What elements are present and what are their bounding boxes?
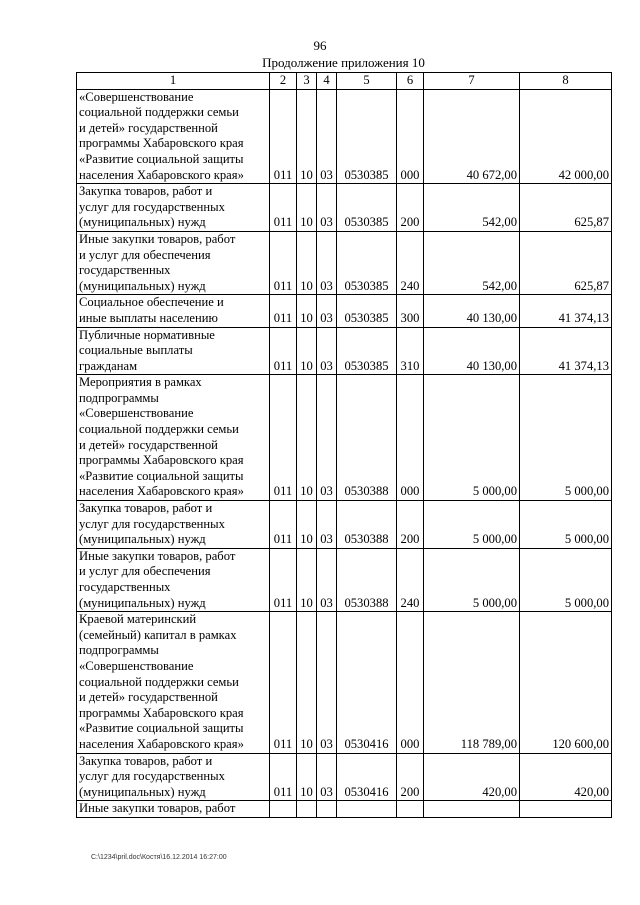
- budget-table: [76, 72, 612, 818]
- header-cell: 8: [520, 73, 612, 90]
- table-row: [77, 375, 612, 501]
- cell-ministry: 011: [270, 501, 297, 549]
- cell-subsection: 03: [317, 501, 337, 549]
- cell-section: 10: [297, 501, 317, 549]
- cell-ministry: 011: [270, 89, 297, 184]
- row-name: Иные закупки товаров, работ: [77, 801, 270, 818]
- cell-subsection: [317, 801, 337, 818]
- row-name: Мероприятия в рамках подпрограммы «Совершенствование социальной поддержки семьи и детей» государственной программы Хабаровского края «Развитие социальной защиты населения Хабаровского края»: [77, 375, 270, 501]
- cell-ministry: 011: [270, 295, 297, 327]
- cell-target: 0530416: [337, 612, 397, 753]
- header-cell: 4: [317, 73, 337, 90]
- cell-expense-type: 240: [397, 231, 424, 294]
- row-name: «Совершенствование социальной поддержки семьи и детей» государственной программы Хабаровского края «Развитие социальной защиты населения Хабаровского края»: [77, 89, 270, 184]
- cell-amount-1: 420,00: [424, 753, 520, 801]
- table-row: [77, 89, 612, 184]
- cell-section: 10: [297, 295, 317, 327]
- header-cell: 1: [77, 73, 270, 90]
- header-row: [77, 73, 612, 90]
- cell-amount-1: 118 789,00: [424, 612, 520, 753]
- cell-subsection: 03: [317, 612, 337, 753]
- cell-target: 0530385: [337, 231, 397, 294]
- cell-subsection: 03: [317, 327, 337, 375]
- cell-target: 0530385: [337, 89, 397, 184]
- continuation-title: Продолжение приложения 10: [262, 55, 425, 70]
- cell-subsection: 03: [317, 184, 337, 232]
- cell-section: 10: [297, 375, 317, 501]
- cell-amount-1: 40 130,00: [424, 327, 520, 375]
- cell-ministry: 011: [270, 548, 297, 611]
- cell-section: 10: [297, 327, 317, 375]
- cell-amount-2: 5 000,00: [520, 548, 612, 611]
- cell-expense-type: 000: [397, 89, 424, 184]
- cell-amount-1: 40 672,00: [424, 89, 520, 184]
- cell-amount-2: 120 600,00: [520, 612, 612, 753]
- cell-section: 10: [297, 548, 317, 611]
- cell-ministry: 011: [270, 327, 297, 375]
- header-cell: 5: [337, 73, 397, 90]
- cell-amount-1: [424, 801, 520, 818]
- cell-section: 10: [297, 89, 317, 184]
- cell-target: 0530385: [337, 327, 397, 375]
- table-row: [77, 801, 612, 818]
- cell-amount-2: 5 000,00: [520, 501, 612, 549]
- cell-expense-type: 310: [397, 327, 424, 375]
- cell-amount-2: 625,87: [520, 231, 612, 294]
- cell-expense-type: 200: [397, 501, 424, 549]
- header-cell: 7: [424, 73, 520, 90]
- table-row: [77, 184, 612, 232]
- table-row: [77, 295, 612, 327]
- cell-ministry: [270, 801, 297, 818]
- cell-amount-1: 5 000,00: [424, 548, 520, 611]
- cell-amount-1: 542,00: [424, 231, 520, 294]
- cell-expense-type: 000: [397, 612, 424, 753]
- cell-ministry: 011: [270, 753, 297, 801]
- cell-amount-1: 5 000,00: [424, 501, 520, 549]
- cell-amount-2: 625,87: [520, 184, 612, 232]
- table-row: [77, 501, 612, 549]
- row-name: Краевой материнский (семейный) капитал в рамках подпрограммы «Совершенствование социальной поддержки семьи и детей» государственной программы Хабаровского края «Развитие социальной защиты населения Хабаровского края»: [77, 612, 270, 753]
- row-name: Иные закупки товаров, работ и услуг для обеспечения государственных (муниципальных) нужд: [77, 548, 270, 611]
- cell-expense-type: 200: [397, 184, 424, 232]
- table-row: [77, 612, 612, 753]
- cell-expense-type: 200: [397, 753, 424, 801]
- cell-amount-2: 41 374,13: [520, 295, 612, 327]
- cell-amount-1: 40 130,00: [424, 295, 520, 327]
- row-name: Публичные нормативные социальные выплаты гражданам: [77, 327, 270, 375]
- header-cell: 3: [297, 73, 317, 90]
- cell-target: 0530385: [337, 295, 397, 327]
- cell-amount-2: 420,00: [520, 753, 612, 801]
- cell-expense-type: 300: [397, 295, 424, 327]
- cell-section: [297, 801, 317, 818]
- cell-amount-1: 5 000,00: [424, 375, 520, 501]
- cell-ministry: 011: [270, 231, 297, 294]
- table-row: [77, 327, 612, 375]
- table-row: [77, 231, 612, 294]
- cell-amount-2: 42 000,00: [520, 89, 612, 184]
- page-number: 96: [313, 38, 327, 53]
- row-name: Закупка товаров, работ и услуг для государственных (муниципальных) нужд: [77, 501, 270, 549]
- file-path-footer: C:\1234\pril.doc\Костя\16.12.2014 16:27:00: [91, 854, 227, 861]
- cell-ministry: 011: [270, 184, 297, 232]
- cell-amount-1: 542,00: [424, 184, 520, 232]
- cell-expense-type: 240: [397, 548, 424, 611]
- cell-target: 0530416: [337, 753, 397, 801]
- cell-section: 10: [297, 231, 317, 294]
- cell-expense-type: [397, 801, 424, 818]
- cell-section: 10: [297, 612, 317, 753]
- cell-expense-type: 000: [397, 375, 424, 501]
- cell-subsection: 03: [317, 753, 337, 801]
- row-name: Закупка товаров, работ и услуг для государственных (муниципальных) нужд: [77, 753, 270, 801]
- table-row: [77, 753, 612, 801]
- header-cell: 2: [270, 73, 297, 90]
- cell-target: 0530385: [337, 184, 397, 232]
- cell-target: [337, 801, 397, 818]
- cell-ministry: 011: [270, 375, 297, 501]
- cell-subsection: 03: [317, 375, 337, 501]
- cell-section: 10: [297, 753, 317, 801]
- cell-subsection: 03: [317, 548, 337, 611]
- cell-subsection: 03: [317, 295, 337, 327]
- cell-section: 10: [297, 184, 317, 232]
- table-row: [77, 548, 612, 611]
- cell-ministry: 011: [270, 612, 297, 753]
- header-cell: 6: [397, 73, 424, 90]
- cell-subsection: 03: [317, 89, 337, 184]
- cell-target: 0530388: [337, 501, 397, 549]
- row-name: Закупка товаров, работ и услуг для государственных (муниципальных) нужд: [77, 184, 270, 232]
- cell-target: 0530388: [337, 375, 397, 501]
- cell-amount-2: 41 374,13: [520, 327, 612, 375]
- cell-amount-2: [520, 801, 612, 818]
- cell-target: 0530388: [337, 548, 397, 611]
- row-name: Иные закупки товаров, работ и услуг для обеспечения государственных (муниципальных) нужд: [77, 231, 270, 294]
- cell-amount-2: 5 000,00: [520, 375, 612, 501]
- row-name: Социальное обеспечение и иные выплаты населению: [77, 295, 270, 327]
- cell-subsection: 03: [317, 231, 337, 294]
